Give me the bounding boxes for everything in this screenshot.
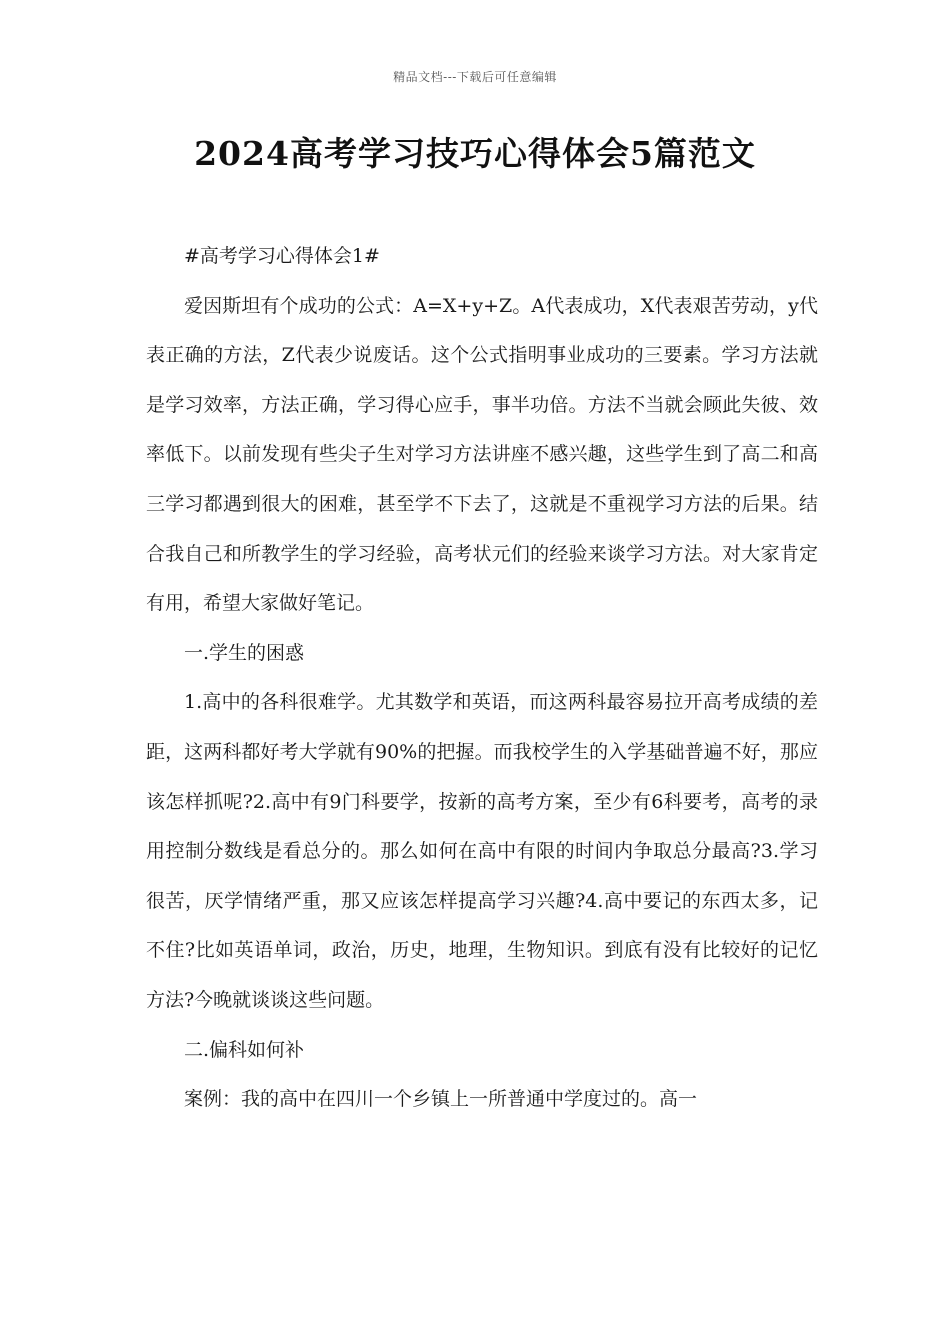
paragraph-case: 案例：我的高中在四川一个乡镇上一所普通中学度过的。高一: [184, 1088, 698, 1111]
paragraph-intro: 爱因斯坦有个成功的公式：A=X+y+Z。A代表成功，X代表艰苦劳动，y代表正确的方法，Z代表少说废话。这个公式指明事业成功的三要素。学习方法就是学习效率，方法正确，学习得心应手，事半功倍。方法不当就会顾此失彼、效率低下。以前发现有些尖子生对学习方法讲座不感兴趣，这些学生到了高二和高三学习都遇到很大的困难，甚至学不下去了，这就是不重视学习方法的后果。结合我自己和所教学生的学习经验，高考状元们的经验来谈学习方法。对大家肯定有用，希望大家做好笔记。: [146, 294, 818, 615]
header-note: 精品文档---下载后可任意编辑: [393, 70, 557, 84]
paragraph-confusion-points: 1.高中的各科很难学。尤其数学和英语，而这两科最容易拉开高考成绩的差距，这两科都好考大学就有90%的把握。而我校学生的入学基础普遍不好，那应该怎样抓呢?2.高中有9门科要学，按新的高考方案，至少有6科要考，高考的录用控制分数线是看总分的。那么如何在高中有限的时间内争取总分最高?3.学习很苦，厌学情绪严重，那又应该怎样提高学习兴趣?4.高中要记的东西太多，记不住?比如英语单词，政治，历史，地理，生物知识。到底有没有比较好的记忆方法?今晚就谈谈这些问题。: [146, 691, 818, 1011]
subheading-unbalanced-subjects: 二.偏科如何补: [184, 1038, 305, 1061]
section-heading-1: #高考学习心得体会1#: [184, 245, 380, 267]
document-body: [146, 232, 818, 1125]
subheading-student-confusion: 一.学生的困惑: [184, 641, 305, 664]
document-title: 2024高考学习技巧心得体会5篇范文: [194, 134, 756, 173]
